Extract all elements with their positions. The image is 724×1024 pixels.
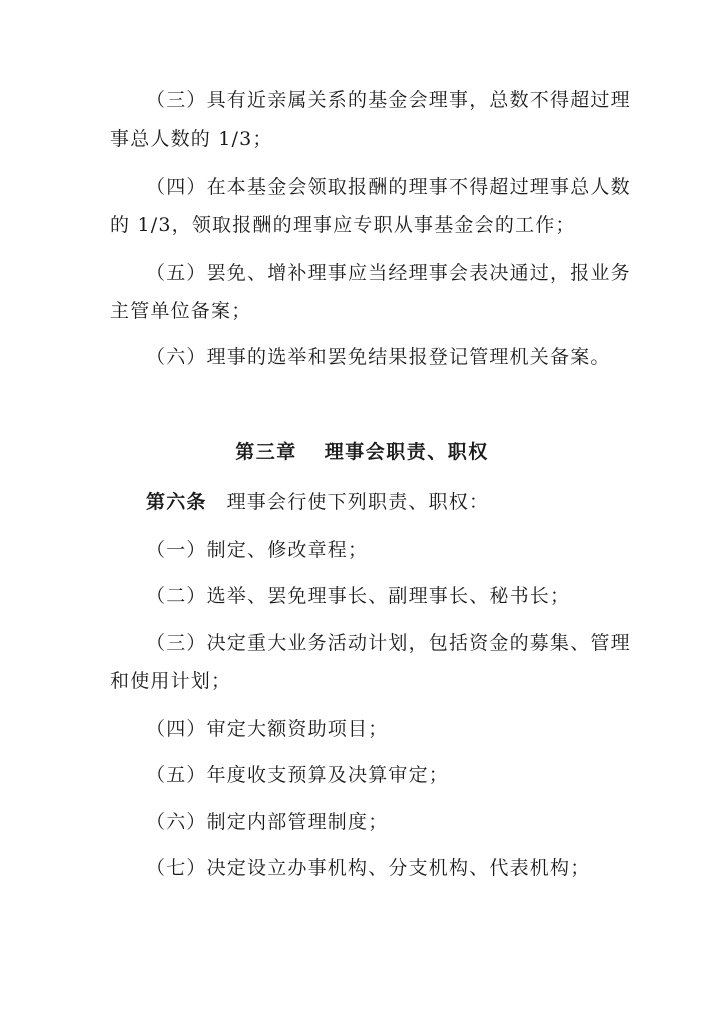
- paragraph-4-line-2: 的 1/3，领取报酬的理事应专职从事基金会的工作；: [110, 214, 576, 236]
- article-label: 第六条: [146, 491, 207, 513]
- paragraph-3-line-1: （三）具有近亲属关系的基金会理事，总数不得超过理: [146, 89, 631, 111]
- article-item-6: （六）制定内部管理制度；: [146, 811, 389, 833]
- article-item-5: （五）年度收支预算及决算审定；: [146, 764, 450, 786]
- paragraph-4-line-1: （四）在本基金会领取报酬的理事不得超过理事总人数: [146, 176, 631, 198]
- paragraph-3-line-2: 事总人数的 1/3；: [110, 128, 273, 150]
- chapter-heading: [0, 440, 724, 464]
- paragraph-5-line-2: 主管单位备案；: [110, 300, 252, 322]
- article-item-4: （四）审定大额资助项目；: [146, 718, 389, 740]
- paragraph-6-line-1: （六）理事的选举和罢免结果报登记管理机关备案。: [146, 346, 611, 368]
- article-text: 理事会行使下列职责、职权：: [226, 491, 490, 513]
- chapter-number: 第三章: [235, 441, 297, 463]
- article-item-1: （一）制定、修改章程；: [146, 539, 369, 561]
- article-6-intro: [146, 490, 489, 514]
- article-item-7: （七）决定设立办事机构、分支机构、代表机构；: [146, 857, 591, 879]
- paragraph-5-line-1: （五）罢免、增补理事应当经理事会表决通过，报业务: [146, 262, 631, 284]
- article-item-2: （二）选举、罢免理事长、副理事长、秘书长；: [146, 585, 571, 607]
- article-item-3-line-2: 和使用计划；: [110, 670, 232, 692]
- chapter-title: 理事会职责、职权: [324, 441, 489, 463]
- article-item-3-line-1: （三）决定重大业务活动计划，包括资金的募集、管理: [146, 632, 631, 654]
